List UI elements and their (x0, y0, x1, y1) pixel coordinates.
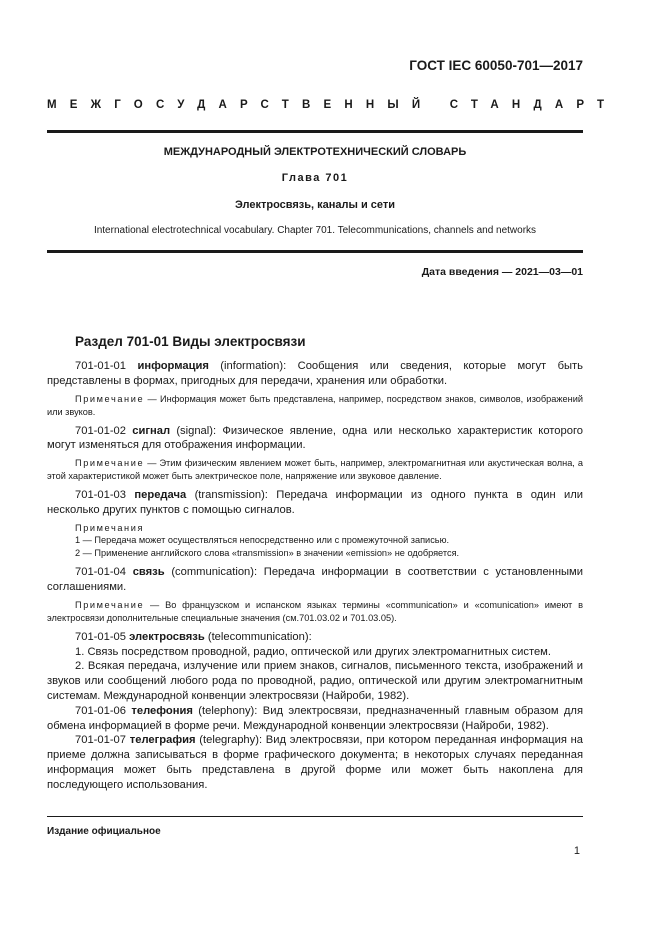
entry-701-01-07: 701-01-07 телеграфия (telegraphy): Вид электросвязи, при котором переданная информация на приеме должна записываться в форме графического документа; в некоторых случаях переданная информация может быть представлена в другой форме или может быть накоплена для последующего использования. (47, 734, 584, 791)
note-item-1: 1 — Передача может осуществляться непосредственно или с промежуточной записью. (75, 535, 450, 546)
note-item-2: 2 — Применение английского слова «transmission» в значении «emission» не одобряется. (75, 547, 460, 558)
entry-701-01-04: 701-01-04 связь (communication): Передача информации в соответствии с установленными соглашениями. (47, 566, 583, 594)
document-body (47, 359, 583, 793)
chapter-heading: Глава 701 (281, 172, 349, 184)
english-title: International electrotechnical vocabulary. Chapter 701. Telecommunications, channels and networks (93, 225, 537, 236)
entry-701-01-03: 701-01-03 передача (transmission): Передача информации из одного пункта в один или несколько других пунктов с помощью сигналов. (47, 489, 584, 516)
note-701-01-04: Примечание — Во французском и испанском языках термины «communication» и «comunication» имеют в электросвязи дополнительные специальные значения (см.701.03.02 и 701.03.05). (47, 599, 583, 623)
document-code: ГОСТ IEC 60050-701—2017 (409, 58, 583, 73)
entry-701-01-05: 701-01-05 электросвязь (telecommunication): (75, 630, 312, 643)
page-number: 1 (573, 845, 580, 857)
notes-701-01-03 (47, 522, 583, 560)
note-701-01-02: Примечание — Этим физическим явлением может быть, например, электромагнитная или акустическая волна, а этой характеристикой может быть электрическое поле, напряжение или звуковое давление. (47, 458, 583, 482)
entry-701-01-02: 701-01-02 сигнал (signal): Физическое явление, одна или несколько характеристик которого могут изменяться для отображения информации. (47, 424, 584, 452)
top-divider (47, 130, 583, 133)
edition-label: Издание официальное (47, 826, 161, 837)
footer-divider (47, 816, 583, 817)
entry-701-01-01: 701-01-01 информация (information): Сообщения или сведения, которые могут быть представлены в формах, пригодных для передачи, хранения или обработки. (47, 360, 583, 387)
section-heading: Раздел 701-01 Виды электросвязи (75, 334, 306, 349)
document-title: МЕЖДУНАРОДНЫЙ ЭЛЕКТРОТЕХНИЧЕСКИЙ СЛОВАРЬ (163, 146, 467, 158)
effective-date: Дата введения — 2021—03—01 (421, 266, 583, 278)
definition-item-1: 1. Связь посредством проводной, радио, оптической или других электромагнитных систем. (75, 645, 551, 658)
title-divider (47, 250, 583, 253)
definition-item-2: 2. Всякая передача, излучение или прием знаков, сигналов, письменного текста, изображений и звуков или сообщений любого рода по проводной, радио, оптической или другим электромагнитным системам. Международной конвенции электросвязи (Найроби, 1982). (47, 660, 583, 703)
standard-type-heading: МЕЖГОСУДАРСТВЕННЫЙ СТАНДАРТ (47, 99, 618, 111)
document-subtitle: Электросвязь, каналы и сети (234, 199, 396, 211)
note-701-01-01: Примечание — Информация может быть представлена, например, посредством знаков, символов, изображений или звуков. (47, 393, 583, 417)
notes-heading: Примечания (75, 522, 145, 533)
entry-701-01-06: 701-01-06 телефония (telephony): Вид электросвязи, предназначенный главным образом для обмена информацией в форме речи. Международной конвенции электросвязи (Найроби, 1982). (47, 704, 584, 732)
